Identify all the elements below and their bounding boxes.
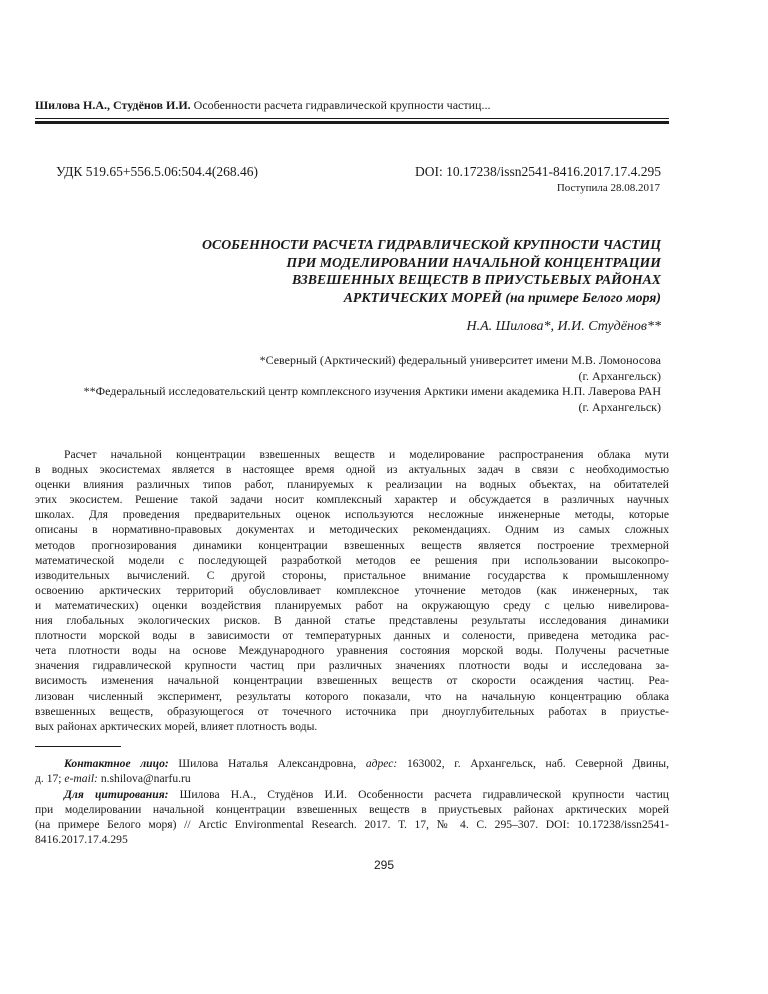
page-number: 295 [373,858,395,872]
title-line: ПРИ МОДЕЛИРОВАНИИ НАЧАЛЬНОЙ КОНЦЕНТРАЦИИ [286,254,661,270]
citation-line: при моделировании начальной концентрации взвешенных веществ в приустьевых районах арктических морей [35,803,669,816]
abstract-line: Расчет начальной концентрации взвешенных веществ и моделирование распространения облака мути [64,448,669,461]
citation-line-1 [35,787,669,802]
footnote-rule [35,746,121,747]
abstract-line: висимость изменения начальной концентрации взвешенных веществ от скорости осаждения частиц. Реа- [35,674,669,688]
abstract-line: математической модели с последующей разработкой методов ее решения при использовании высокопро- [35,553,669,567]
affiliation-line: (г. Архангельск) [578,399,661,414]
abstract-line: изводительных вычислений. С другой стороны, пристальное внимание государства к промышленному [35,568,669,582]
affiliation-line: (г. Архангельск) [578,368,661,383]
abstract-line: этих экосистем. Решение такой задачи носит комплексный характер и обсуждается в различных научных [35,493,669,507]
abstract-line: чета плотности воды на основе Международного уравнения состояния морской воды. Получены расчетные [35,644,669,658]
abstract-line: взвешенных веществ, образующегося от точечного источника при дноуглубительных работах в приустье- [35,704,669,718]
abstract-line: методов прогнозирования динамики концентрации взвешенных веществ является построение трехмерной [35,538,669,552]
running-header-authors: Шилова Н.А., Студёнов И.И. [35,98,191,112]
citation-label: Для цитирования: [64,788,169,801]
header-rule-thin [35,118,669,119]
abstract-line: значения гидравлической крупности частиц при различных значениях плотности воды и исследована за- [35,659,669,673]
abstract-line: освоению арктических территорий обусловливает комплексное уточнение методов (как инженерных, так [35,583,669,597]
abstract-line: плотности морской воды в зависимости от температурных данных и солености, приведена методика рас- [35,629,669,643]
running-header-title: Особенности расчета гидравлической крупности частиц... [193,98,491,112]
article-title [101,236,661,306]
title-line: ВЗВЕШЕННЫХ ВЕЩЕСТВ В ПРИУСТЬЕВЫХ РАЙОНАХ [292,272,661,287]
citation-line: (на примере Белого моря) // Arctic Environmental Research. 2017. Т. 17, № 4. С. 295–307. DOI: 10.17238/issn2541- [35,818,669,831]
abstract-line: лизован численный эксперимент, результаты которого показали, что на начальную концентрацию облака [35,689,669,703]
citation-line: 8416.2017.17.4.295 [35,833,128,846]
affiliation-line: **Федеральный исследовательский центр комплексного изучения Арктики имени академика Н.П. Лаверова РАН [83,384,661,398]
contact-name: Шилова Наталья Александровна, [178,757,357,770]
contact-line-2 [35,771,669,786]
abstract-line: ния глобальных экологических рисков. В данной статье представлены результаты исследования динамики [35,614,669,628]
header-rule-thick [35,121,669,124]
title-line-last [101,289,661,307]
address-label: адрес: [365,757,398,770]
citation-text: Шилова Н.А., Студёнов И.И. Особенности расчета гидравлической крупности частиц [179,788,669,801]
abstract [35,447,669,734]
authors: Н.А. Шилова*, И.И. Студёнов** [466,319,661,334]
abstract-line: школах. Для проведения предварительных оценок используются несложные инженерные методы, которые [35,508,669,522]
title-last-main: АРКТИЧЕСКИХ МОРЕЙ [343,289,502,305]
received-date: Поступила 28.08.2017 [556,182,660,194]
citation-footnote [35,787,669,847]
abstract-line: описаны в нормативно-правовых документах и методических рекомендациях. Одним из самых сложных [35,523,669,537]
contact-footnote [35,756,669,786]
email-label: e-mail: [64,772,98,785]
abstract-line: оценки влияния различных типов работ, планируемых к реализации на водных объектах, на обитателей [35,478,669,492]
contact-label: Контактное лицо: [64,757,169,770]
affiliations [1,353,661,415]
contact-line-1 [35,756,669,771]
contact-address-end: д. 17; [35,772,62,785]
affiliation-line: *Северный (Арктический) федеральный университет имени М.В. Ломоносова [259,353,661,367]
contact-email[interactable]: n.shilova@narfu.ru [100,772,191,785]
running-header [35,98,490,113]
doi: DOI: 10.17238/issn2541-8416.2017.17.4.295 [415,164,661,179]
abstract-line: в водных экосистемах является в настоящее время одной из актуальных задач в связи с необходимостью [35,463,669,477]
abstract-line: вых районах арктических морей, влияет плотность воды. [35,719,318,733]
abstract-line: и математических) оценки воздействия планируемых работ на окружающую среду с целью нивелирова- [35,598,669,612]
contact-address: 163002, г. Архангельск, наб. Северной Двины, [406,757,669,770]
udk-code: УДК 519.65+556.5.06:504.4(268.46) [56,164,259,179]
title-line: ОСОБЕННОСТИ РАСЧЕТА ГИДРАВЛИЧЕСКОЙ КРУПНОСТИ ЧАСТИЦ [202,237,661,252]
title-subtitle: (на примере Белого моря) [505,289,661,305]
